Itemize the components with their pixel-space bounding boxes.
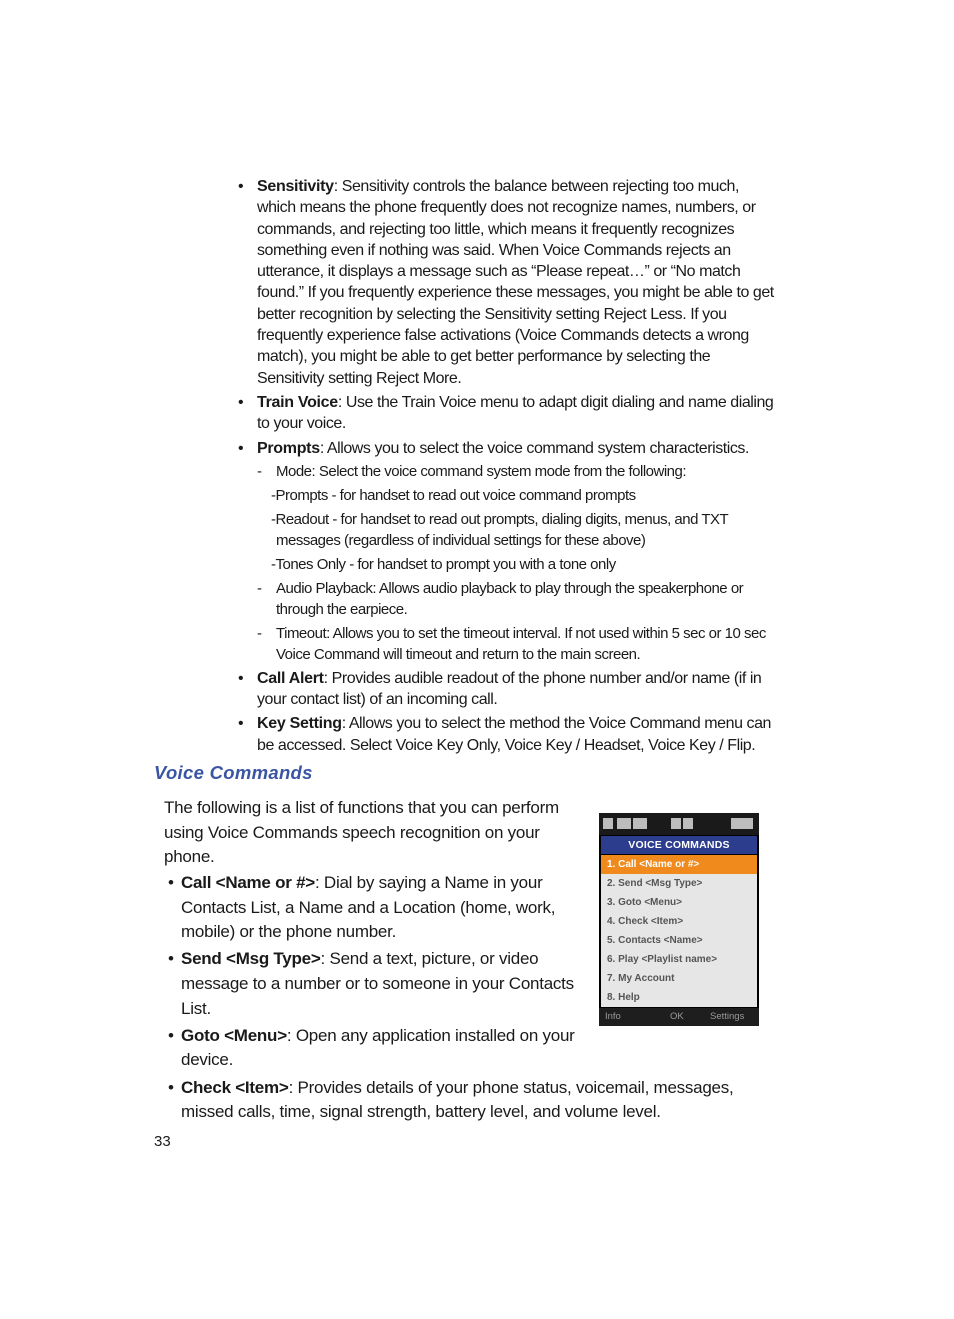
phone-menu-item: 6. Play <Playlist name> (607, 954, 718, 965)
command-item-goto (164, 1024, 584, 1073)
phone-status-bar (599, 813, 759, 835)
command-term: Call <Name or #> (181, 873, 315, 892)
battery-icon (731, 818, 753, 829)
sub-option: -Prompts - for handset to read out voice command prompts (271, 486, 636, 504)
page-number: 33 (154, 1133, 171, 1150)
alarm-icon (671, 818, 681, 829)
command-text: : Dial by saying a Name in your Contacts List, a Name and a Location (home, work, mobile) or the phone number. (181, 873, 556, 942)
command-item-check (164, 1076, 781, 1125)
prompts-sub-list (257, 461, 776, 665)
bullet-term: Train Voice (257, 393, 338, 411)
sub-item-mode: - Mode: Select the voice command system mode from the following: (257, 461, 776, 482)
list-item-prompts (236, 438, 776, 665)
bullet-text: : Provides audible readout of the phone number and/or name (if in your contact list) of an incoming call. (257, 669, 762, 709)
bullet-text: : Sensitivity controls the balance between rejecting too much, which means the phone frequently does not recognize names, numbers, or commands, and rejecting too little, which means it frequently recognizes something even if nothing was said. When Voice Commands rejects an utterance, it displays a message such as “Please repeat…” or “No match found.” If you frequently experience these messages, you might be able to get better recognition by selecting the Sensitivity setting Reject Less. If you frequently experience false activations (Voice Commands detects a wrong match), you might be able to get better performance by selecting the Sensitivity setting Reject More. (257, 178, 774, 387)
settings-bullet-list (236, 176, 776, 759)
list-item-key-setting (236, 713, 776, 756)
phone-menu (601, 855, 757, 1007)
phone-menu-item: 4. Check <Item> (607, 916, 684, 927)
phone-menu-item: 7. My Account (607, 973, 675, 984)
vibrate-icon (683, 818, 693, 829)
command-text: : Send a text, picture, or video message to a number or to someone in your Contacts List. (181, 949, 574, 1018)
list-item-call-alert (236, 668, 776, 711)
command-item-send (164, 947, 584, 1021)
phone-menu-title: VOICE COMMANDS (601, 836, 757, 854)
sub-item-audio-playback: - Audio Playback: Allows audio playback to play through the speakerphone or through the earpiece. (257, 578, 776, 620)
bullet-term: Prompts (257, 439, 320, 457)
bullet-term: Sensitivity (257, 178, 334, 195)
bullet-text: : Allows you to select the voice command system characteristics. (319, 439, 749, 457)
phone-softkey-bar (599, 1008, 759, 1026)
command-text: : Provides details of your phone status, voicemail, messages, missed calls, time, signal strength, battery level, and volume level. (181, 1077, 734, 1122)
phone-menu-item: 2. Send <Msg Type> (607, 878, 703, 889)
phone-menu-item: 8. Help (607, 992, 640, 1003)
phone-menu-item: 3. Goto <Menu> (607, 897, 683, 908)
bullet-term: Key Setting (257, 715, 342, 733)
signal-icon (603, 818, 613, 829)
bullet-term: Call Alert (257, 669, 324, 687)
bullet-text: : Use the Train Voice menu to adapt digit dialing and name dialing to your voice. (257, 393, 774, 433)
softkey-info: Info (605, 1011, 621, 1022)
sub-item-timeout: - Timeout: Allows you to set the timeout interval. If not used within 5 sec or 10 sec Voice Command will timeout and return to the main screen. (257, 623, 776, 665)
network-icon (617, 818, 631, 829)
phone-menu-item: 5. Contacts <Name> (607, 935, 703, 946)
section-heading: Voice Commands (154, 762, 313, 783)
command-term: Send <Msg Type> (181, 949, 321, 969)
list-item-sensitivity (236, 176, 776, 389)
softkey-settings: Settings (710, 1011, 745, 1022)
command-text: : Open any application installed on your device. (181, 1025, 575, 1070)
list-item-train-voice (236, 392, 776, 435)
sub-option: -Readout - for handset to read out prompts, dialing digits, menus, and TXT messages (regardless of individual settings for these above) (271, 510, 728, 549)
phone-screenshot (599, 813, 759, 1026)
softkey-ok: OK (670, 1011, 684, 1022)
bullet-text: : Allows you to select the method the Voice Command menu can be accessed. Select Voice Key Only, Voice Key / Headset, Voice Key / Flip. (257, 715, 771, 754)
phone-menu-item: 1. Call <Name or #> (601, 855, 757, 874)
command-item-call (164, 871, 584, 945)
sub-option: -Tones Only - for handset to prompt you with a tone only (271, 555, 616, 573)
message-icon (633, 818, 647, 829)
command-term: Check <Item> (181, 1077, 289, 1097)
command-term: Goto <Menu> (181, 1025, 287, 1045)
intro-paragraph: The following is a list of functions that you can perform using Voice Commands speech recognition on your phone. (164, 798, 559, 867)
